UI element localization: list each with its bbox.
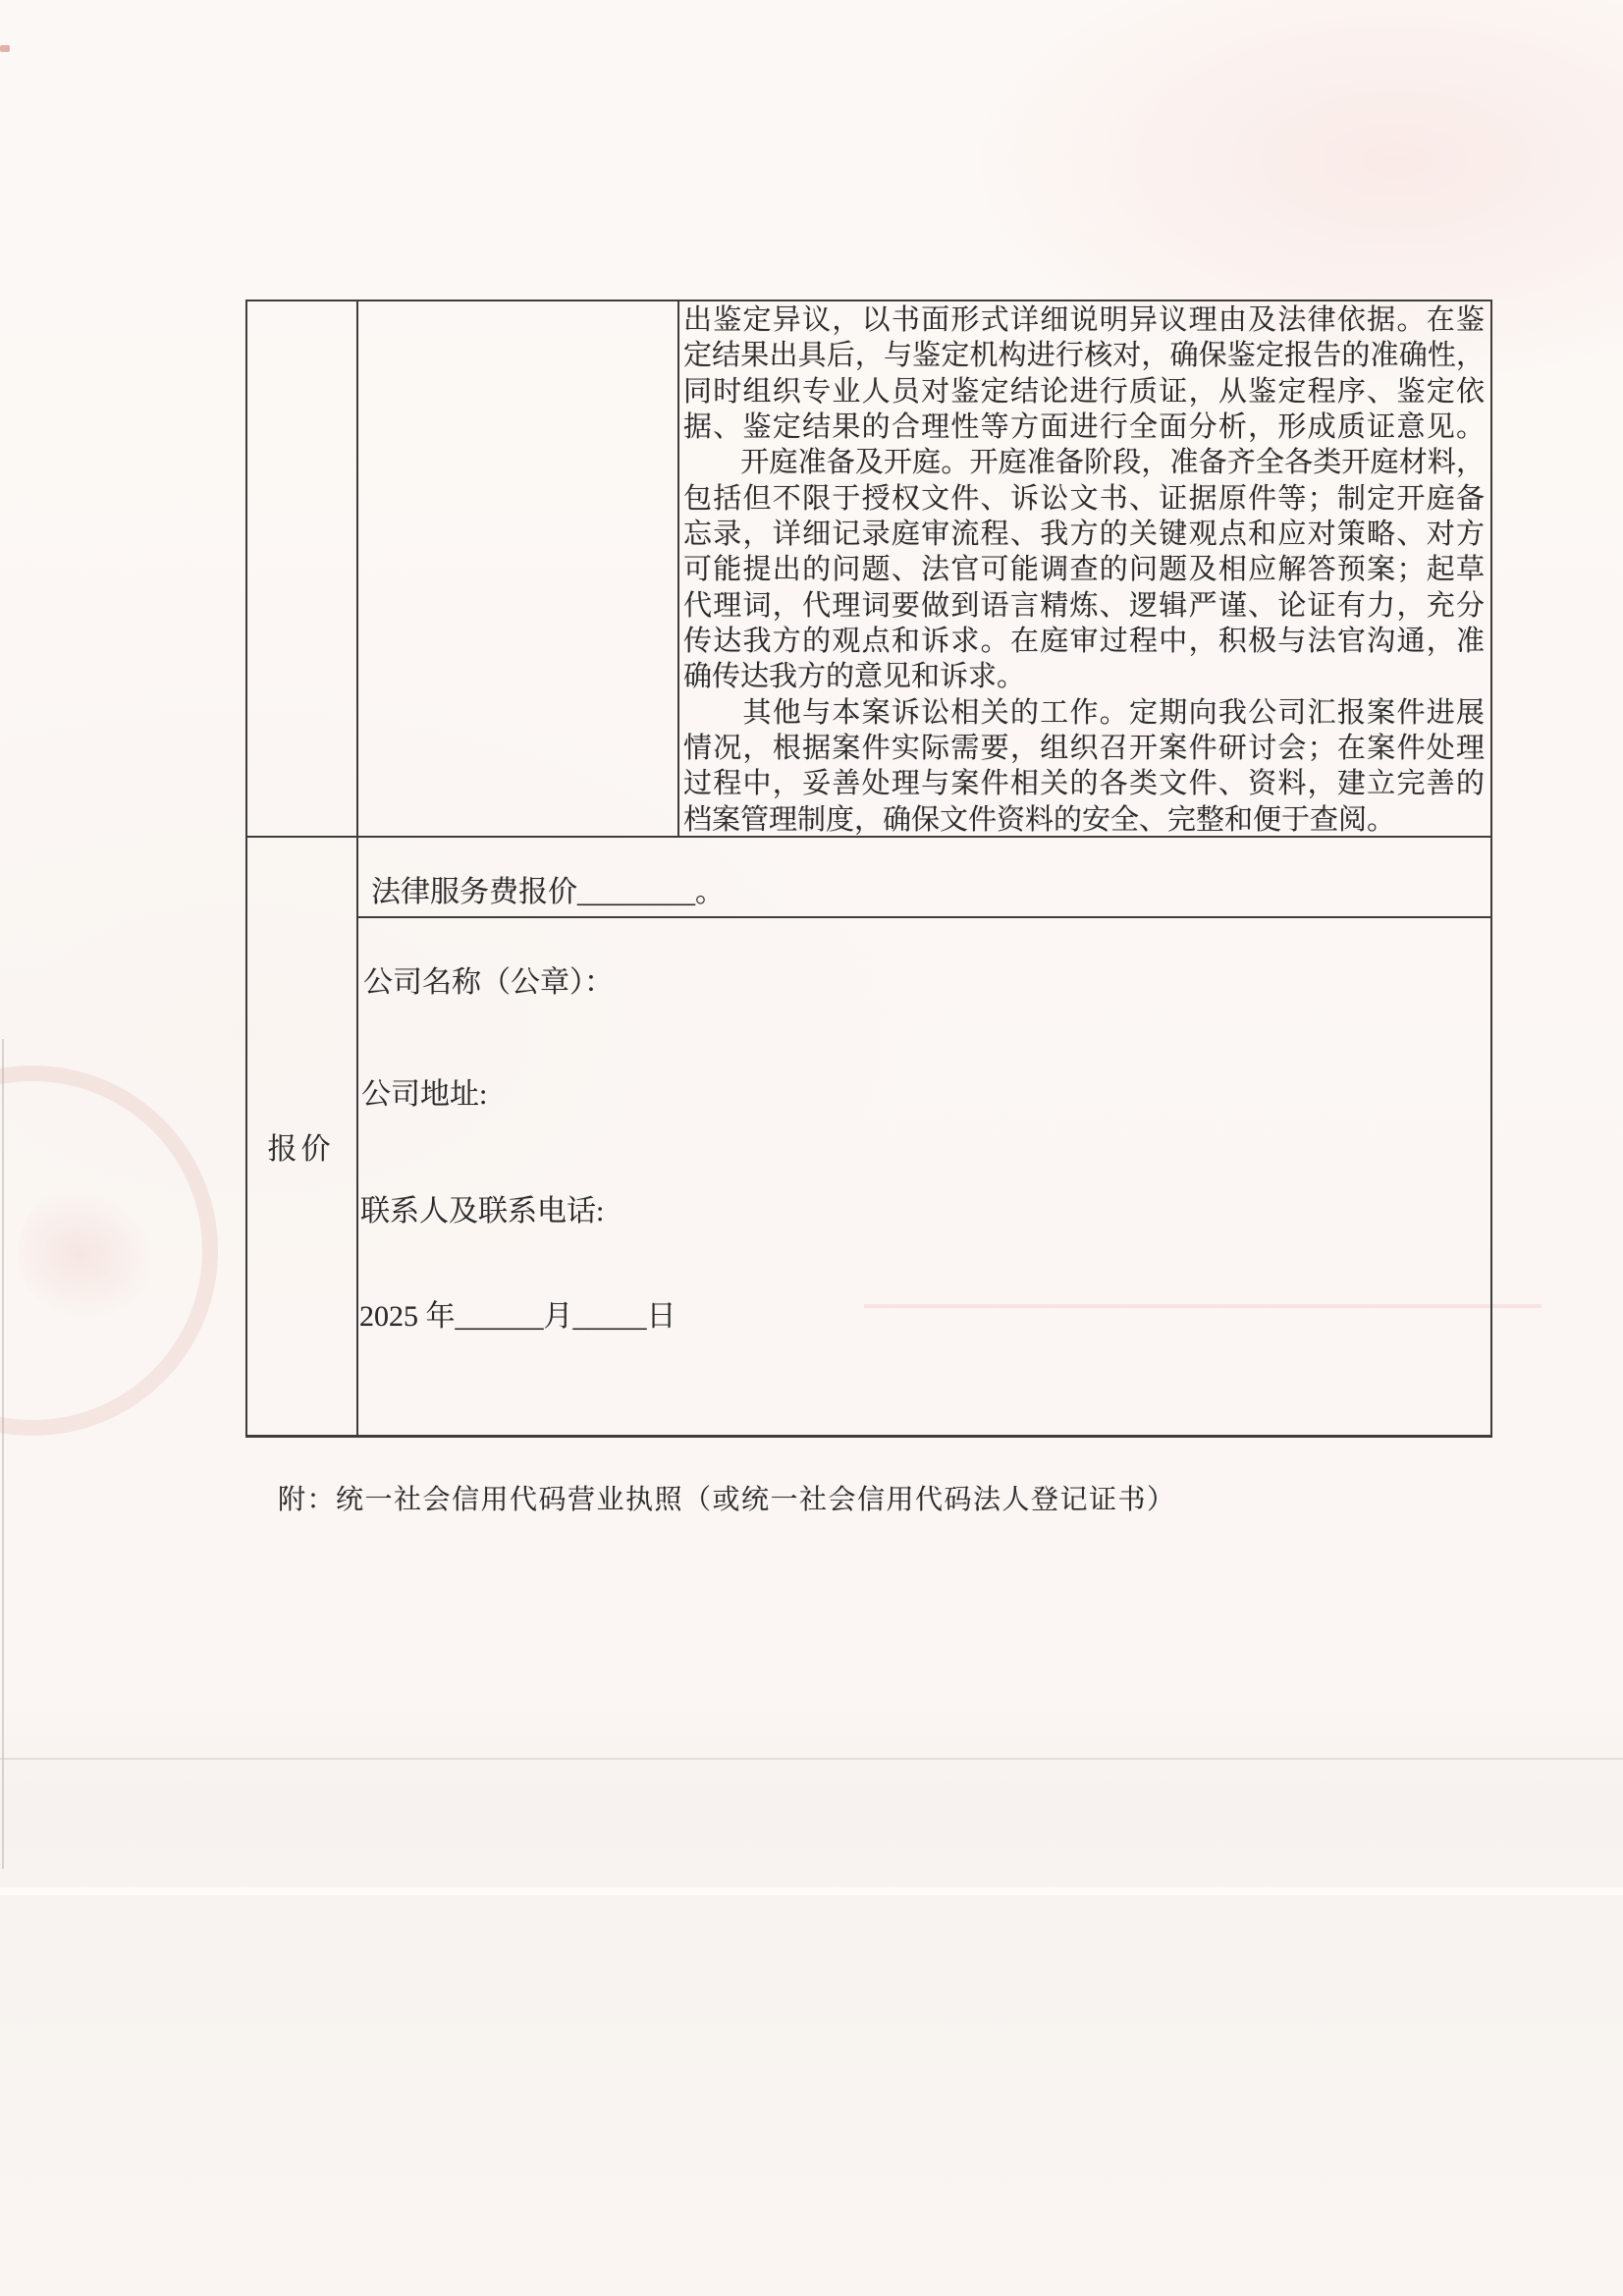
date-day-blank: _____ <box>572 1300 647 1333</box>
work-scope-line: 代理词，代理词要做到语言精炼、逻辑严谨、论证有力，充分 <box>683 589 1485 622</box>
scan-light-band <box>0 1887 1623 1895</box>
date-line <box>359 1291 676 1335</box>
table-border-left <box>245 300 247 1438</box>
contact-field: 联系人及联系电话: <box>360 1195 605 1228</box>
scan-fold-line <box>0 1758 1623 1760</box>
scan-speck <box>0 45 10 52</box>
work-scope-line: 传达我方的观点和诉求。在庭审过程中，积极与法官沟通，准 <box>683 626 1485 658</box>
company-name-field: 公司名称（公章）： <box>363 966 614 999</box>
table-border-top <box>245 300 1492 301</box>
fee-quote-label: 法律服务费报价 <box>371 876 577 908</box>
work-scope-line: 可能提出的问题、法官可能调查的问题及相应解答预案；起草 <box>683 554 1485 586</box>
row-label-baojia: 报价 <box>267 1133 335 1166</box>
work-scope-line: 据、鉴定结果的合理性等方面进行全面分析，形成质证意见。 <box>683 411 1485 444</box>
date-day-label: 日 <box>646 1300 676 1333</box>
work-scope-line: 情况，根据案件实际需要，组织召开案件研讨会；在案件处理 <box>683 733 1485 765</box>
work-scope-line: 包括但不限于授权文件、诉讼文书、证据原件等；制定开庭备 <box>683 482 1485 515</box>
table-border-right <box>1490 300 1492 1438</box>
work-scope-line: 开庭准备及开庭。开庭准备阶段，准备齐全各类开庭材料， <box>683 447 1485 479</box>
work-scope-line: 忘录，详细记录庭审流程、我方的关键观点和应对策略、对方 <box>683 519 1485 551</box>
fee-quote-period: 。 <box>695 876 725 908</box>
date-month-blank: ______ <box>455 1300 544 1333</box>
company-address-field: 公司地址: <box>361 1078 488 1111</box>
table-border-bottom <box>245 1435 1492 1438</box>
date-month-label: 月 <box>543 1300 573 1333</box>
scan-edge-line <box>2 1039 4 1869</box>
red-stamp-smudge <box>1 1175 171 1339</box>
work-scope-line: 定结果出具后，与鉴定机构进行核对，确保鉴定报告的准确性， <box>683 340 1485 372</box>
red-stamp-arc <box>0 1066 218 1436</box>
work-scope-line: 出鉴定异议，以书面形式详细说明异议理由及法律依据。在鉴 <box>683 304 1485 336</box>
table-divider-fee <box>356 916 1492 918</box>
fee-blank-line: ________ <box>577 876 695 908</box>
fee-quote-line <box>371 867 725 910</box>
date-year: 2025 年 <box>359 1300 456 1333</box>
table-divider-col1 <box>356 300 358 1438</box>
work-scope-text <box>683 302 1485 838</box>
work-scope-line: 过程中，妥善处理与案件相关的各类文件、资料，建立完善的 <box>683 768 1485 800</box>
table-divider-col2 <box>677 300 679 836</box>
work-scope-line: 其他与本案诉讼相关的工作。定期向我公司汇报案件进展 <box>683 696 1485 729</box>
work-scope-line: 档案管理制度，确保文件资料的安全、完整和便于查阅。 <box>683 803 1396 836</box>
work-scope-line: 同时组织专业人员对鉴定结论进行质证，从鉴定程序、鉴定依 <box>683 375 1485 408</box>
work-scope-line: 确传达我方的意见和诉求。 <box>683 661 1026 693</box>
quotation-table <box>245 300 1492 1438</box>
attachment-note: 附：统一社会信用代码营业执照（或统一社会信用代码法人登记证书） <box>278 1485 1176 1515</box>
